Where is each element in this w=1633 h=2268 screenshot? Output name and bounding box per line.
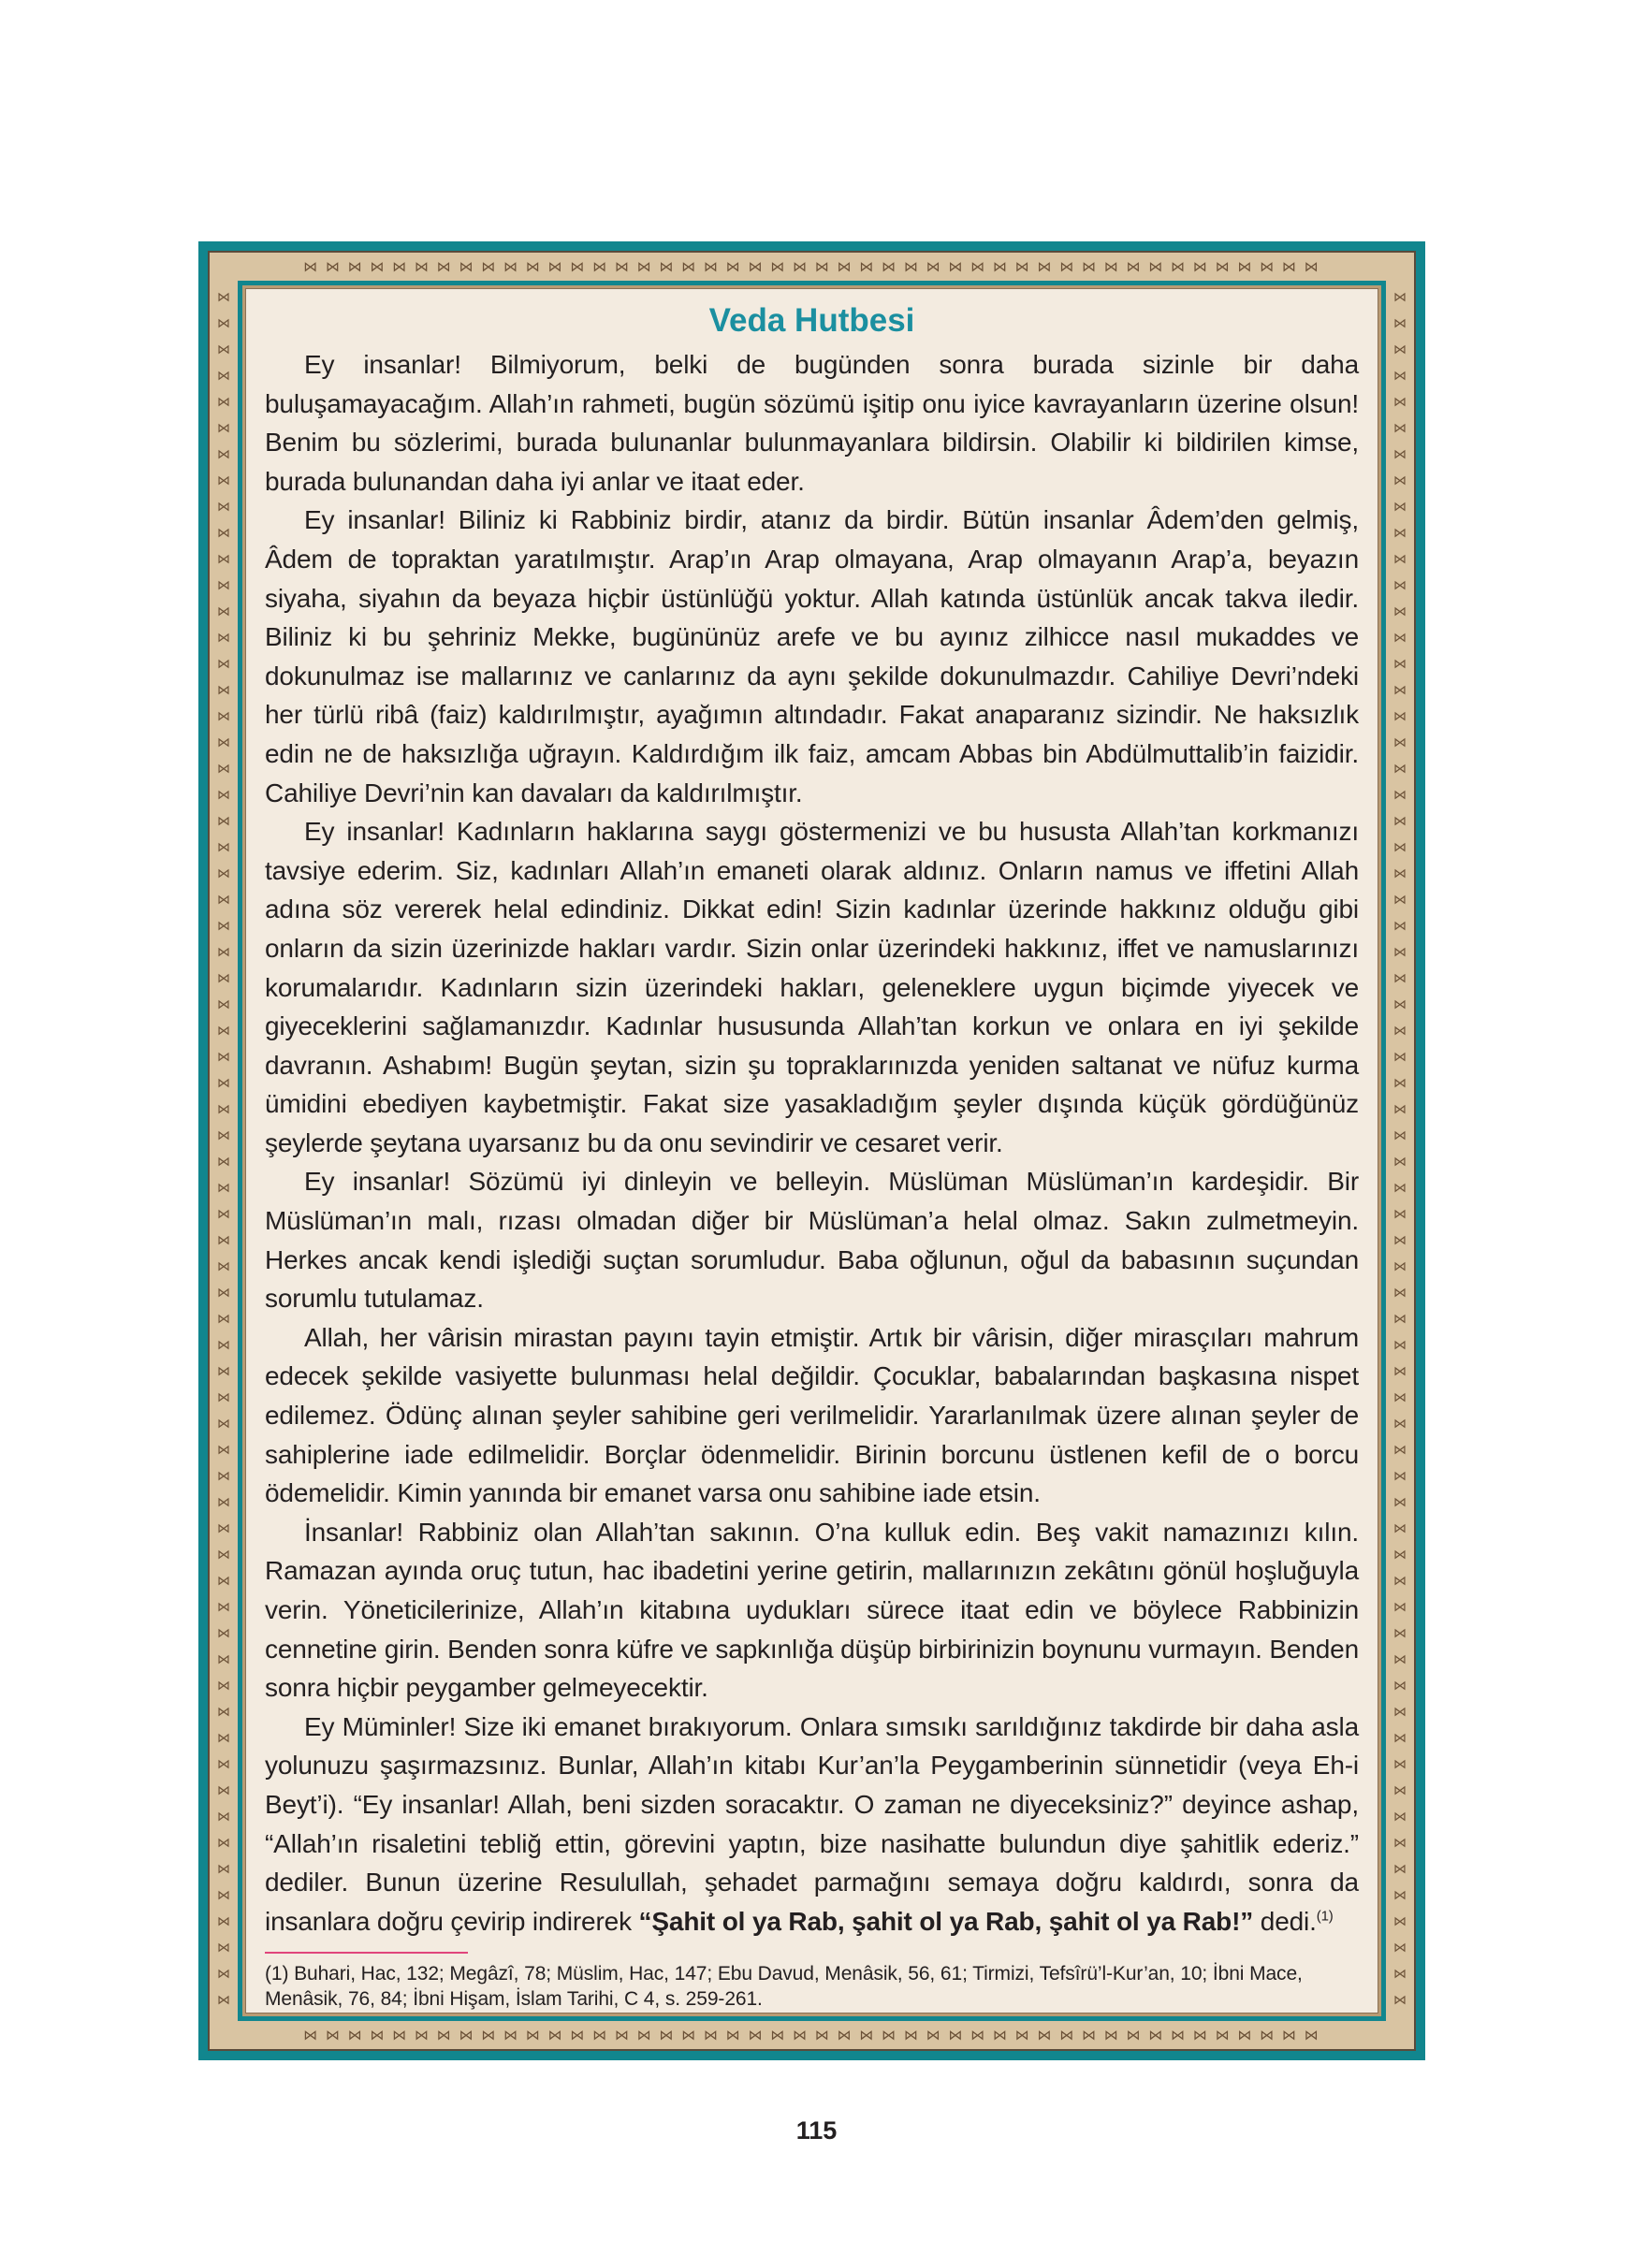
decorative-border [208,251,1416,2051]
paragraph: Ey insanlar! Bilmiyorum, belki de bugünden sonra burada sizinle bir daha buluşamayacağım. Allah’ın rahmeti, bugün sözümü işitip onu iyice kavrayanların üzerine olsun! Benim bu sözlerimi, burada bulunanlar bulunmayanlara bildirsin. Olabilir ki bildirilen kimse, burada bulunandan daha iyi anlar ve itaat eder. [265,350,1359,496]
paragraph-ending: dedi. [1253,1906,1317,1936]
paragraph: Allah, her vârisin mirastan payını tayin etmiştir. Artık bir vârisin, diğer mirasçıları mahrum edecek şekilde vasiyette bulunması helal değildir. Çocuklar, babalarından başkasına nispet edilemez. Ödünç alınan şeyler sahibine geri verilmelidir. Yararlanılmak üzere alınan şeyler de sahiplerine iade edilmelidir. Borçlar ödenmelidir. Birinin borcunu üstlenen kefil de o borcu ödemelidir. Kimin yanında bir emanet varsa onu sahibine iade etsin. [265,1322,1359,1508]
footnote-divider [265,1952,468,1954]
paragraph: Ey insanlar! Kadınların haklarına saygı göstermenizi ve bu hususta Allah’tan korkmanızı tavsiye ederim. Siz, kadınları Allah’ın emaneti olarak aldınız. Onların namus ve iffetini Allah adına söz vererek helal edindiniz. Dikkat edin! Sizin kadınlar üzerinde hakkınız olduğu gibi onların da sizin üzerinizde hakları vardır. Sizin onlar üzerindeki hakkınız, iffet ve namuslarınızı korumalarıdır. Kadınların sizin üzerindeki hakları, geleneklere uygun biçimde yiyecek ve giyeceklerini sağlamanızdır. Kadınlar hususunda Allah’tan korkun ve onlara en iyi şekilde davranın. Ashabım! Bugün şeytan, sizin şu topraklarınızda yeniden saltanat ve nüfuz kurma ümidini ebediyen kaybetmiştir. Fakat size yasakladığım şeyler dışında küçük gördüğünüz şeylerde şeytana uyarsanız bu da onu sevindirir ve cesaret verir. [265,817,1359,1157]
paragraph: Ey insanlar! Sözümü iyi dinleyin ve belleyin. Müslüman Müslüman’ın kardeşidir. Bir Müslüman’ın malı, rızası olmadan diğer bir Müslüman’a helal olmaz. Sakın zulmetmeyin. Herkes ancak kendi işlediği suçtan sorumludur. Baba oğlunun, oğul da babasının suçundan sorumlu tutulamaz. [265,1167,1359,1314]
paragraph-last [265,1708,1359,1941]
inner-frame [238,281,1386,2021]
article-body [265,345,1359,1941]
border-ornament-top-icon: ⋈ ⋈ ⋈ ⋈ ⋈ ⋈ ⋈ ⋈ ⋈ ⋈ ⋈ ⋈ ⋈ ⋈ ⋈ ⋈ ⋈ ⋈ ⋈ ⋈ ⋈ ⋈ ⋈ ⋈ ⋈ ⋈ ⋈ ⋈ ⋈ ⋈ ⋈ ⋈ ⋈ ⋈ ⋈ ⋈ ⋈ ⋈ ⋈ ⋈ ⋈ ⋈ ⋈ ⋈ ⋈ ⋈ [303,258,1320,275]
footnote-ref: (1) [1316,1908,1334,1925]
page-number: 115 [795,2116,838,2144]
article-content [245,288,1378,2014]
paragraph: Ey insanlar! Biliniz ki Rabbiniz birdir, atanız da birdir. Bütün insanlar Âdem’den gelmiş, Âdem de topraktan yaratılmıştır. Arap’ın Arap olmayana, Arap olmayanın Arap’a, beyazın siyaha, siyahın da beyaza hiçbir üstünlüğü yoktur. Allah katında üstünlük ancak takva iledir. Biliniz ki bu şehriniz Mekke, bugününüz arefe ve bu ayınız zilhicce nasıl mukaddes ve dokunulmaz ise mallarınız ve canlarınız da aynı şekilde dokunulmazdır. Cahiliye Devri’ndeki her türlü ribâ (faiz) kaldırılmıştır, ayağımın altındadır. Fakat anaparanız sizindir. Ne haksızlık edin ne de haksızlığa uğrayın. Kaldırdığım ilk faiz, amcam Abbas bin Abdülmuttalib’in faizidir. Cahiliye Devri’nin kan davaları da kaldırılmıştır. [265,505,1359,807]
paragraph-text: Ey Müminler! Size iki emanet bırakıyorum. Onlara sımsıkı sarıldığınız takdirde bir daha asla yolunuzu şaşırmazsınız. Bunlar, Allah’ın kitabı Kur’an’la Peygamberinin sünnetidir (veya Eh-i Beyt’i). “Ey insanlar! Allah, beni sizden soracaktır. O zaman ne diyeceksiniz?” deyince ashap, “Allah’ın risaletini tebliğ ettin, görevini yaptın, bize nasihatte bulundun diye şahitlik ederiz.” dediler. Bunun üzerine Resulullah, şehadet parmağını semaya doğru kaldırdı, sonra da insanlara doğru çevirip indirerek [265,1711,1359,1936]
article-frame [198,241,1425,2060]
paragraph: İnsanlar! Rabbiniz olan Allah’tan sakının. O’na kulluk edin. Beş vakit namazınızı kılın. Ramazan ayında oruç tutun, hac ibadetini yerine getirin, mallarınızın zekâtını gönül hoşluğuyla verin. Yöneticilerinize, Allah’ın kitabına uydukları sürece itaat edin ve böylece Rabbinizin cennetine girin. Benden sonra küfre ve sapkınlığa düşüp birbirinizin boynunu vurmayın. Benden sonra hiçbir peygamber gelmeyecektir. [265,1517,1360,1703]
page-title: Veda Hutbesi [708,302,915,339]
border-ornament-right-icon: ⋈⋈⋈⋈⋈⋈⋈⋈⋈⋈⋈⋈⋈⋈⋈⋈⋈⋈⋈⋈⋈⋈⋈⋈⋈⋈⋈⋈⋈⋈⋈⋈⋈⋈⋈⋈⋈⋈⋈⋈⋈⋈⋈⋈⋈⋈⋈⋈⋈⋈⋈⋈⋈⋈⋈⋈⋈⋈⋈⋈⋈⋈⋈⋈⋈⋈ [1393,290,1407,2008]
footnote: (1) Buhari, Hac, 132; Megâzî, 78; Müslim, Hac, 147; Ebu Davud, Menâsik, 56, 61; Tirmizi, Tefsîrü’l-Kur’an, 10; İbni Mace, Menâsik, 76, 84; İbni Hişam, İslam Tarihi, C 4, s. 259-261. [265,1963,1303,2011]
border-ornament-bottom-icon: ⋈ ⋈ ⋈ ⋈ ⋈ ⋈ ⋈ ⋈ ⋈ ⋈ ⋈ ⋈ ⋈ ⋈ ⋈ ⋈ ⋈ ⋈ ⋈ ⋈ ⋈ ⋈ ⋈ ⋈ ⋈ ⋈ ⋈ ⋈ ⋈ ⋈ ⋈ ⋈ ⋈ ⋈ ⋈ ⋈ ⋈ ⋈ ⋈ ⋈ ⋈ ⋈ ⋈ ⋈ ⋈ ⋈ [303,2027,1320,2043]
border-ornament-left-icon: ⋈⋈⋈⋈⋈⋈⋈⋈⋈⋈⋈⋈⋈⋈⋈⋈⋈⋈⋈⋈⋈⋈⋈⋈⋈⋈⋈⋈⋈⋈⋈⋈⋈⋈⋈⋈⋈⋈⋈⋈⋈⋈⋈⋈⋈⋈⋈⋈⋈⋈⋈⋈⋈⋈⋈⋈⋈⋈⋈⋈⋈⋈⋈⋈⋈⋈ [217,290,230,2008]
bold-quote: “Şahit ol ya Rab, şahit ol ya Rab, şahit ol ya Rab!” [638,1906,1254,1936]
